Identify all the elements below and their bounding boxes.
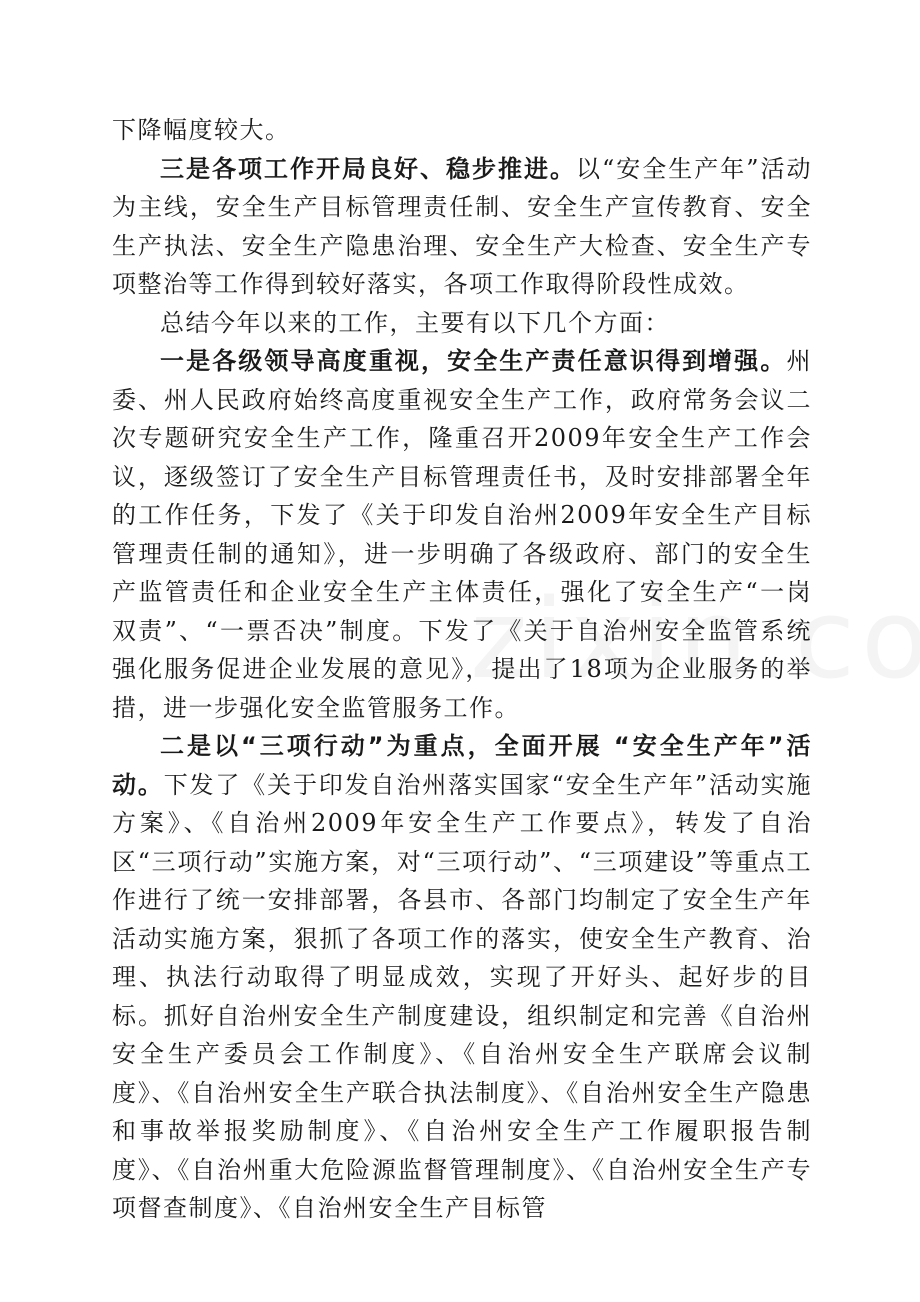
paragraph-3-body: 总结今年以来的工作，主要有以下几个方面： (160, 308, 670, 337)
paragraph-1-body: 下降幅度较大。 (112, 116, 291, 144)
paragraph-2-body: 以“安全生产年”活动为主线，安全生产目标管理责任制、安全生产宣传教育、安全生产执法、安全生产隐患治理、安全生产大检查、安全生产专项整治等工作得到较好落实，各项工作取得阶段性成效。 (112, 154, 812, 298)
paragraph-1 (112, 111, 812, 150)
paragraph-4-lead: 一是各级领导高度重视，安全生产责任意识得到增强。 (160, 347, 787, 375)
paragraph-5 (112, 727, 812, 1228)
paragraph-5-lead: 二是以“三项行动”为重点，全面开展 “安全生产年”活动。 (112, 732, 812, 799)
paragraph-2-lead: 三是各项工作开局良好、稳步推进。 (160, 154, 576, 183)
paragraph-5-body: 下发了《关于印发自治州落实国家“安全生产年”活动实施方案》、《自治州2009年安全生产工作要点》，转发了自治区“三项行动”实施方案，对“三项行动”、“三项建设”等重点工作进行了统一安排部署，各县市、各部门均制定了安全生产年活动实施方案，狠抓了各项工作的落实，使安全生产教育、治理、执法行动取得了明显成效，实现了开好头、起好步的目标。抓好自治州安全生产制度建设，组织制定和完善《自治州安全生产委员会工作制度》、《自治州安全生产联席会议制度》、《自治州安全生产联合执法制度》、《自治州安全生产隐患和事故举报奖励制度》、《自治州安全生产工作履职报告制度》、《自治州重大危险源监督管理制度》、《自治州安全生产专项督查制度》、《自治州安全生产目标管 (112, 770, 812, 1222)
paragraph-4 (112, 342, 812, 727)
paragraph-3 (112, 304, 812, 343)
paragraph-2 (112, 150, 812, 304)
paragraph-4-body: 州委、州人民政府始终高度重视安全生产工作，政府常务会议二次专题研究安全生产工作，隆重召开2009年安全生产工作会议，逐级签订了安全生产目标管理责任书，及时安排部署全年的工作任务，下发了《关于印发自治州2009年安全生产目标管理责任制的通知》，进一步明确了各级政府、部门的安全生产监管责任和企业安全生产主体责任，强化了安全生产“一岗双责”、“一票否决”制度。下发了《关于自治州安全监管系统强化服务促进企业发展的意见》，提出了18项为企业服务的举措，进一步强化安全监管服务工作。 (112, 347, 812, 722)
document-body (112, 111, 812, 1228)
